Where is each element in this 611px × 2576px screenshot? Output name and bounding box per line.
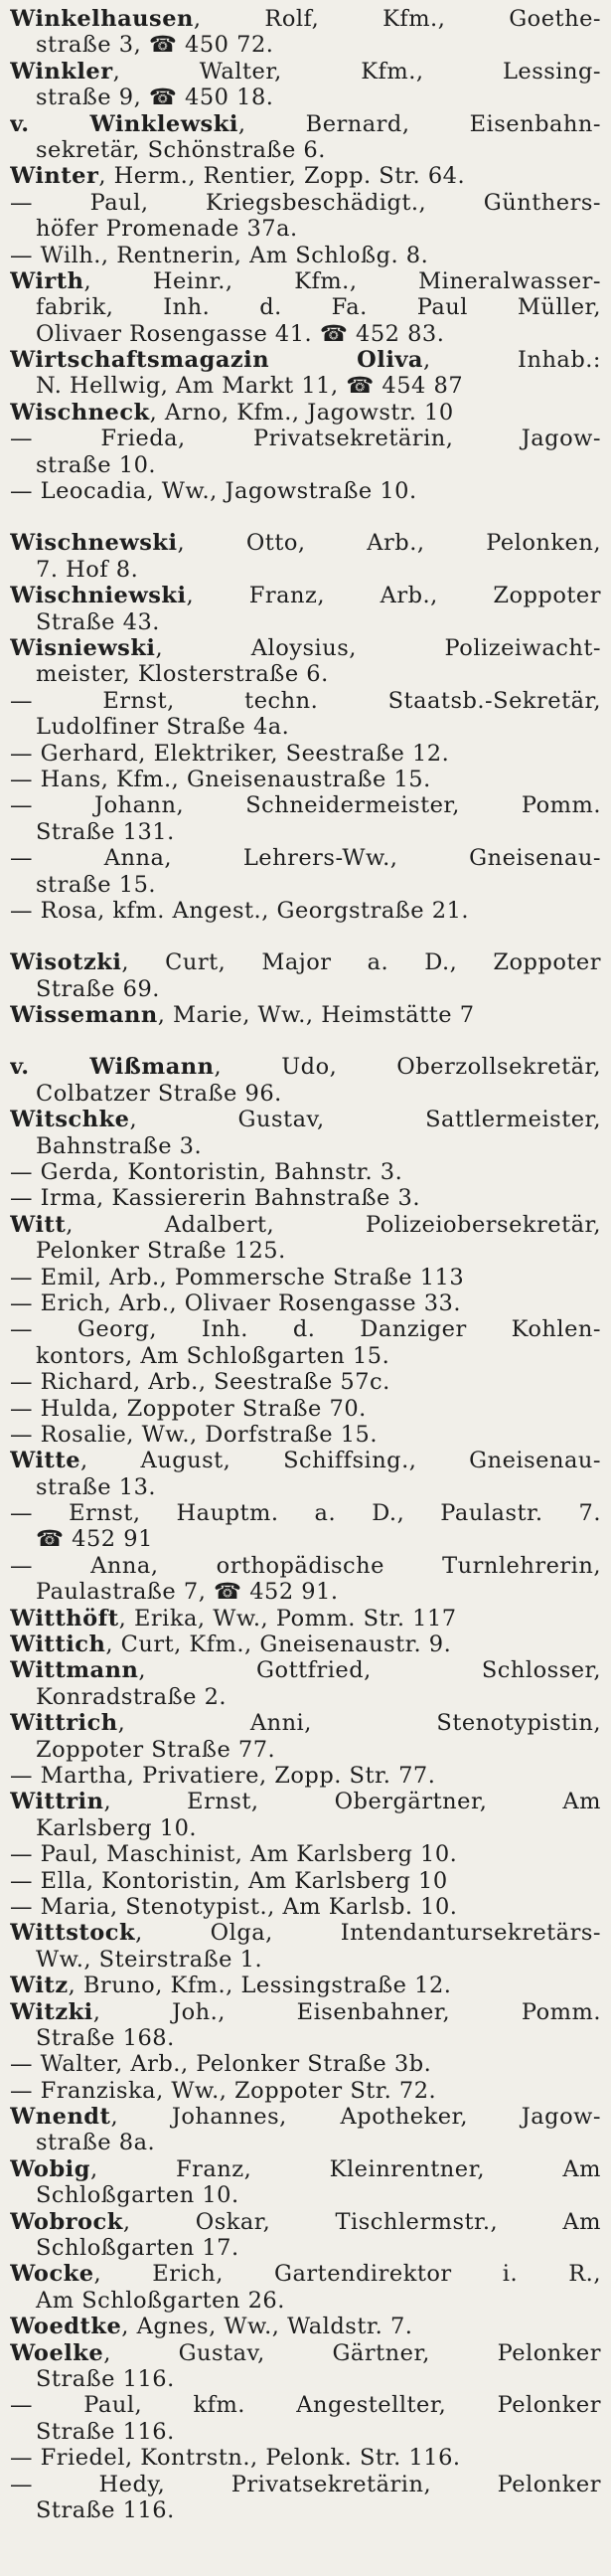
directory-entry xyxy=(10,2209,601,2262)
entry-name: Wittstock xyxy=(10,1920,136,1947)
entry-text: , Bruno, Kfm., Lessingstraße 12. xyxy=(68,1973,452,1999)
entry-name: Wnendt xyxy=(10,2104,111,2131)
directory-entry xyxy=(10,1553,601,1606)
entry-first-line xyxy=(10,111,601,137)
entry-name: Wittmann xyxy=(10,1657,139,1684)
directory-entry xyxy=(10,1212,601,1265)
entry-first-line xyxy=(10,2340,601,2366)
entry-text: — Irma, Kassiererin Bahnstraße 3. xyxy=(10,1185,420,1212)
entry-text: — Georg, Inh. d. Danziger Kohlen- xyxy=(10,1316,601,1343)
directory-entry xyxy=(10,1107,601,1159)
entry-text: — Wilh., Rentnerin, Am Schloßg. 8. xyxy=(10,242,429,268)
directory-entry xyxy=(10,1159,601,1185)
entry-first-line xyxy=(10,1920,601,1946)
entry-name: Witzki xyxy=(10,1998,93,2025)
directory-entry xyxy=(10,2104,601,2156)
entry-text: , Erika, Ww., Pomm. Str. 117 xyxy=(118,1605,457,1631)
entry-first-line xyxy=(10,1265,601,1290)
entry-text: , Gustav, Gärtner, Pelonker xyxy=(103,2339,601,2366)
entry-continuation-line xyxy=(10,2235,601,2261)
entry-name: Wischneck xyxy=(10,399,150,426)
entry-text: Pelonker Straße 125. xyxy=(36,1238,286,1265)
directory-entry xyxy=(10,243,601,268)
entry-text: , Joh., Eisenbahner, Pomm. xyxy=(92,1998,601,2025)
directory-entry xyxy=(10,1316,601,1369)
directory-entry xyxy=(10,163,601,189)
entry-continuation-line xyxy=(10,872,601,898)
entry-name: Wirth xyxy=(10,267,84,294)
entry-text: — Walter, Arb., Pelonker Straße 3b. xyxy=(10,2051,432,2078)
entry-first-line xyxy=(10,1054,601,1080)
directory-entry xyxy=(10,688,601,741)
entry-first-line xyxy=(10,1894,601,1920)
entry-first-line xyxy=(10,1500,601,1526)
entry-text: — Emil, Arb., Pommersche Straße 113 xyxy=(10,1264,465,1290)
entry-text: — Gerda, Kontoristin, Bahnstr. 3. xyxy=(10,1159,403,1186)
entry-first-line xyxy=(10,635,601,661)
directory-entry xyxy=(10,2445,601,2471)
entry-first-line xyxy=(10,1999,601,2025)
entry-first-line xyxy=(10,2445,601,2471)
entry-first-line xyxy=(10,767,601,792)
entry-text: 7. Hof 8. xyxy=(36,556,139,583)
directory-entry xyxy=(10,845,601,898)
entry-text: Schloßgarten 17. xyxy=(36,2235,239,2262)
entry-first-line xyxy=(10,1316,601,1342)
directory-entry xyxy=(10,6,601,59)
directory-entry xyxy=(10,1422,601,1448)
directory-entry xyxy=(10,1290,601,1316)
directory-entry xyxy=(10,478,601,504)
entry-name: Wischniewski xyxy=(10,583,187,609)
entry-first-line xyxy=(10,949,601,975)
entry-text: Paulastraße 7, ☎ 452 91. xyxy=(36,1579,339,1606)
directory-entry xyxy=(10,2051,601,2077)
entry-text: — Martha, Privatiere, Zopp. Str. 77. xyxy=(10,1763,436,1789)
entry-text: , Agnes, Ww., Waldstr. 7. xyxy=(121,2314,413,2340)
entry-text: , Inhab.: xyxy=(423,347,601,374)
entry-name: Witz xyxy=(10,1973,69,1999)
directory-entry xyxy=(10,2472,601,2524)
entry-first-line xyxy=(10,2209,601,2235)
entry-text: Straße 43. xyxy=(36,608,160,635)
entry-continuation-line xyxy=(10,1815,601,1841)
entry-first-line xyxy=(10,1369,601,1395)
entry-first-line xyxy=(10,583,601,608)
entry-text: — Frieda, Privatsekretärin, Jagow- xyxy=(10,426,601,452)
directory-entry xyxy=(10,1894,601,1920)
entry-text: , Anni, Stenotypistin, xyxy=(117,1710,601,1737)
entry-continuation-line xyxy=(10,1081,601,1107)
entry-continuation-line xyxy=(10,661,601,687)
entry-first-line xyxy=(10,1290,601,1316)
directory-entry xyxy=(10,1657,601,1710)
entry-text: — Hedy, Privatsekretärin, Pelonker xyxy=(10,2471,601,2497)
directory-entry xyxy=(10,1920,601,1973)
directory-entry xyxy=(10,426,601,478)
entry-continuation-line xyxy=(10,976,601,1002)
entry-continuation-line xyxy=(10,2288,601,2314)
directory-entry xyxy=(10,2340,601,2393)
entry-text: Straße 116. xyxy=(36,2496,175,2523)
entry-first-line xyxy=(10,1763,601,1789)
entry-first-line xyxy=(10,1422,601,1448)
entry-continuation-line xyxy=(10,819,601,845)
entry-name: Wirtschaftsmagazin Oliva xyxy=(10,347,424,374)
entry-continuation-line xyxy=(10,373,601,399)
entry-text: — Gerhard, Elektriker, Seestraße 12. xyxy=(10,740,450,767)
entry-name: Witthöft xyxy=(10,1605,119,1631)
entry-continuation-line xyxy=(10,1343,601,1369)
entry-text: höfer Promenade 37a. xyxy=(36,216,298,243)
entry-text: — Paul, Maschinist, Am Karlsberg 10. xyxy=(10,1841,458,1868)
entry-text: — Johann, Schneidermeister, Pomm. xyxy=(10,792,601,819)
entry-name: Witte xyxy=(10,1448,81,1474)
entry-text: — Ella, Kontoristin, Am Karlsberg 10 xyxy=(10,1867,448,1894)
directory-entry xyxy=(10,949,601,1002)
entry-text: , Arno, Kfm., Jagowstr. 10 xyxy=(149,399,454,426)
directory-entry xyxy=(10,268,601,347)
entry-continuation-line xyxy=(10,1526,601,1552)
directory-entry xyxy=(10,2078,601,2104)
entry-first-line xyxy=(10,688,601,714)
entry-first-line xyxy=(10,2104,601,2130)
entry-text: , Aloysius, Polizeiwacht- xyxy=(155,634,601,661)
entry-first-line xyxy=(10,1448,601,1473)
entry-name: Winkler xyxy=(10,58,113,85)
entry-name: Wobrock xyxy=(10,2208,123,2235)
entry-first-line xyxy=(10,2472,601,2497)
entry-text: Straße 116. xyxy=(36,2365,175,2392)
entry-continuation-line xyxy=(10,1737,601,1763)
entry-text: fabrik, Inh. d. Fa. Paul Müller, xyxy=(36,294,601,321)
entry-first-line xyxy=(10,1606,601,1631)
entry-name: v. Wißmann xyxy=(10,1054,215,1081)
directory-entry xyxy=(10,59,601,111)
directory-entry xyxy=(10,2156,601,2209)
entry-first-line xyxy=(10,792,601,818)
directory-entry xyxy=(10,1763,601,1789)
entry-continuation-line xyxy=(10,85,601,110)
entry-text: straße 9, ☎ 450 18. xyxy=(36,85,274,111)
directory-entry xyxy=(10,530,601,583)
directory-entry xyxy=(10,190,601,243)
section-gap xyxy=(10,924,601,949)
directory-entry xyxy=(10,583,601,635)
entry-continuation-line xyxy=(10,609,601,635)
entry-text: — Franziska, Ww., Zoppoter Str. 72. xyxy=(10,2077,437,2104)
entry-text: meister, Klosterstraße 6. xyxy=(36,661,329,688)
entry-text: — Paul, Kriegsbeschädigt., Günthers- xyxy=(10,189,601,216)
entry-text: , Curt, Kfm., Gneisenaustr. 9. xyxy=(105,1631,452,1658)
entry-name: Wissemann xyxy=(10,1002,158,1029)
entry-continuation-line xyxy=(10,32,601,58)
entry-text: , Rolf, Kfm., Goethe- xyxy=(193,6,601,32)
directory-entry xyxy=(10,2392,601,2445)
entry-continuation-line xyxy=(10,137,601,163)
entry-text: — Paul, kfm. Angestellter, Pelonker xyxy=(10,2392,601,2419)
entry-text: , Oskar, Tischlermstr., Am xyxy=(122,2208,601,2235)
entry-first-line xyxy=(10,400,601,426)
entry-text: , Marie, Ww., Heimstätte 7 xyxy=(157,1002,475,1029)
directory-entry xyxy=(10,898,601,924)
entry-first-line xyxy=(10,1396,601,1422)
entry-name: v. Winklewski xyxy=(10,110,238,137)
entry-continuation-line xyxy=(10,1947,601,1973)
directory-entry xyxy=(10,767,601,792)
section-gap xyxy=(10,504,601,530)
entry-continuation-line xyxy=(10,2419,601,2445)
entry-first-line xyxy=(10,1107,601,1132)
entry-first-line xyxy=(10,2314,601,2339)
entry-first-line xyxy=(10,2261,601,2287)
entry-text: Ludolfiner Straße 4a. xyxy=(36,714,290,741)
entry-text: — Friedel, Kontrstn., Pelonk. Str. 116. xyxy=(10,2445,461,2472)
entry-continuation-line xyxy=(10,294,601,320)
entry-continuation-line xyxy=(10,2182,601,2208)
directory-entry xyxy=(10,111,601,164)
entry-text: — Richard, Arb., Seestraße 57c. xyxy=(10,1369,390,1396)
entry-first-line xyxy=(10,2392,601,2418)
entry-continuation-line xyxy=(10,714,601,740)
entry-name: Wobig xyxy=(10,2155,90,2182)
entry-text: straße 15. xyxy=(36,871,157,898)
directory-entry xyxy=(10,792,601,845)
entry-name: Wittich xyxy=(10,1631,106,1658)
entry-text: Straße 131. xyxy=(36,818,175,845)
entry-text: ☎ 452 91 xyxy=(36,1526,153,1553)
directory-entry xyxy=(10,1999,601,2052)
entry-name: Woelke xyxy=(10,2339,104,2366)
entry-text: Colbatzer Straße 96. xyxy=(36,1080,282,1107)
directory-entry xyxy=(10,347,601,400)
entry-text: Bahnstraße 3. xyxy=(36,1132,203,1159)
entry-continuation-line xyxy=(10,2130,601,2155)
entry-text: , Johannes, Apotheker, Jagow- xyxy=(110,2104,601,2131)
entry-text: , Herm., Rentier, Zopp. Str. 64. xyxy=(98,163,466,190)
entry-text: — Hulda, Zoppoter Straße 70. xyxy=(10,1395,367,1422)
entry-text: Olivaer Rosengasse 41. ☎ 452 83. xyxy=(36,320,445,347)
entry-first-line xyxy=(10,347,601,373)
entry-text: straße 3, ☎ 450 72. xyxy=(36,32,274,59)
entry-first-line xyxy=(10,1212,601,1238)
entry-continuation-line xyxy=(10,452,601,478)
entry-continuation-line xyxy=(10,1684,601,1710)
entry-first-line xyxy=(10,1789,601,1814)
entry-first-line xyxy=(10,1710,601,1736)
entry-text: — Rosalie, Ww., Dorfstraße 15. xyxy=(10,1421,378,1448)
entry-text: — Ernst, techn. Staatsb.-Sekretär, xyxy=(10,687,601,714)
directory-entry xyxy=(10,1868,601,1894)
entry-first-line xyxy=(10,2156,601,2182)
entry-first-line xyxy=(10,59,601,85)
entry-text: , Curt, Major a. D., Zoppoter xyxy=(121,949,601,976)
entry-continuation-line xyxy=(10,2025,601,2051)
entry-name: Wittrin xyxy=(10,1789,104,1815)
directory-entry xyxy=(10,1265,601,1290)
entry-continuation-line xyxy=(10,1238,601,1264)
entry-text: straße 13. xyxy=(36,1473,157,1500)
entry-first-line xyxy=(10,190,601,216)
entry-first-line xyxy=(10,741,601,767)
entry-name: Woedtke xyxy=(10,2314,122,2340)
entry-first-line xyxy=(10,1973,601,1998)
directory-entry xyxy=(10,1973,601,1998)
entry-first-line xyxy=(10,1553,601,1579)
entry-text: Konradstraße 2. xyxy=(36,1683,228,1710)
entry-continuation-line xyxy=(10,321,601,347)
entry-text: — Erich, Arb., Olivaer Rosengasse 33. xyxy=(10,1289,461,1316)
entry-text: , Otto, Arb., Pelonken, xyxy=(177,530,601,557)
directory-entry xyxy=(10,1369,601,1395)
entry-text: Straße 116. xyxy=(36,2418,175,2445)
entry-text: , Franz, Arb., Zoppoter xyxy=(186,583,601,609)
entry-first-line xyxy=(10,1002,601,1028)
entry-first-line xyxy=(10,243,601,268)
entry-name: Winkelhausen xyxy=(10,6,194,32)
entry-text: , Franz, Kleinrentner, Am xyxy=(89,2155,601,2182)
entry-text: Straße 168. xyxy=(36,2024,175,2051)
entry-first-line xyxy=(10,163,601,189)
entry-text: — Leocadia, Ww., Jagowstraße 10. xyxy=(10,478,417,505)
entry-continuation-line xyxy=(10,2366,601,2392)
entry-name: Wisniewski xyxy=(10,634,156,661)
directory-entry xyxy=(10,1789,601,1841)
entry-text: , Bernard, Eisenbahn- xyxy=(237,110,601,137)
entry-continuation-line xyxy=(10,1579,601,1605)
entry-text: Zoppoter Straße 77. xyxy=(36,1736,276,1763)
entry-text: — Anna, orthopädische Turnlehrerin, xyxy=(10,1552,601,1579)
entry-first-line xyxy=(10,1159,601,1185)
directory-entry xyxy=(10,2314,601,2339)
entry-text: kontors, Am Schloßgarten 15. xyxy=(36,1342,390,1369)
entry-name: Wischnewski xyxy=(10,530,178,557)
directory-entry xyxy=(10,1606,601,1631)
entry-text: straße 10. xyxy=(36,451,157,478)
entry-text: , Gottfried, Schlosser, xyxy=(138,1657,601,1684)
directory-entry xyxy=(10,1710,601,1763)
entry-name: Wocke xyxy=(10,2261,94,2288)
entry-first-line xyxy=(10,845,601,871)
entry-name: Winter xyxy=(10,163,99,190)
entry-text: Karlsberg 10. xyxy=(36,1814,198,1841)
entry-continuation-line xyxy=(10,2497,601,2523)
entry-text: , Adalbert, Polizeiobersekretär, xyxy=(66,1211,601,1238)
entry-continuation-line xyxy=(10,1474,601,1500)
entry-text: — Ernst, Hauptm. a. D., Paulastr. 7. xyxy=(10,1500,601,1527)
section-gap xyxy=(10,1028,601,1054)
entry-first-line xyxy=(10,478,601,504)
entry-text: straße 8a. xyxy=(36,2130,156,2156)
directory-entry xyxy=(10,2261,601,2314)
entry-name: Wisotzki xyxy=(10,949,122,976)
entry-first-line xyxy=(10,426,601,451)
entry-continuation-line xyxy=(10,1133,601,1159)
entry-text: — Rosa, kfm. Angest., Georgstraße 21. xyxy=(10,897,470,924)
entry-text: , Erich, Gartendirektor i. R., xyxy=(93,2261,601,2288)
entry-first-line xyxy=(10,1841,601,1867)
directory-entry xyxy=(10,1396,601,1422)
entry-first-line xyxy=(10,6,601,32)
entry-first-line xyxy=(10,268,601,294)
entry-text: Schloßgarten 10. xyxy=(36,2182,239,2209)
directory-entry xyxy=(10,1500,601,1553)
entry-text: , Udo, Oberzollsekretär, xyxy=(214,1054,601,1081)
directory-entry xyxy=(10,1185,601,1211)
entry-first-line xyxy=(10,2051,601,2077)
entry-first-line xyxy=(10,2078,601,2104)
directory-entry xyxy=(10,400,601,426)
entry-text: , Olga, Intendantursekretärs- xyxy=(135,1920,601,1947)
entry-first-line xyxy=(10,530,601,556)
entry-text: — Maria, Stenotypist., Am Karlsb. 10. xyxy=(10,1893,458,1920)
entry-continuation-line xyxy=(10,216,601,242)
entry-text: , Walter, Kfm., Lessing- xyxy=(112,58,601,85)
directory-entry xyxy=(10,1631,601,1657)
entry-first-line xyxy=(10,1631,601,1657)
entry-first-line xyxy=(10,1868,601,1894)
directory-entry xyxy=(10,1054,601,1107)
directory-entry xyxy=(10,741,601,767)
entry-name: Wittrich xyxy=(10,1710,118,1737)
entry-text: Am Schloßgarten 26. xyxy=(36,2287,285,2314)
entry-text: — Anna, Lehrers-Ww., Gneisenau- xyxy=(10,845,601,872)
entry-text: sekretär, Schönstraße 6. xyxy=(36,136,326,163)
directory-entry xyxy=(10,635,601,688)
entry-continuation-line xyxy=(10,557,601,583)
entry-first-line xyxy=(10,1185,601,1211)
entry-text: N. Hellwig, Am Markt 11, ☎ 454 87 xyxy=(36,373,464,400)
directory-entry xyxy=(10,1448,601,1500)
directory-entry xyxy=(10,1002,601,1028)
entry-first-line xyxy=(10,898,601,924)
entry-text: — Hans, Kfm., Gneisenaustraße 15. xyxy=(10,766,431,792)
entry-text: , Heinr., Kfm., Mineralwasser- xyxy=(83,267,601,294)
entry-text: , Ernst, Obergärtner, Am xyxy=(103,1789,601,1815)
entry-name: Witschke xyxy=(10,1107,130,1133)
entry-text: , August, Schiffsing., Gneisenau- xyxy=(80,1448,601,1474)
directory-entry xyxy=(10,1841,601,1867)
entry-name: Witt xyxy=(10,1211,67,1238)
entry-text: , Gustav, Sattlermeister, xyxy=(129,1107,601,1133)
entry-text: Straße 69. xyxy=(36,975,160,1002)
entry-text: Ww., Steirstraße 1. xyxy=(36,1946,263,1973)
entry-first-line xyxy=(10,1657,601,1683)
